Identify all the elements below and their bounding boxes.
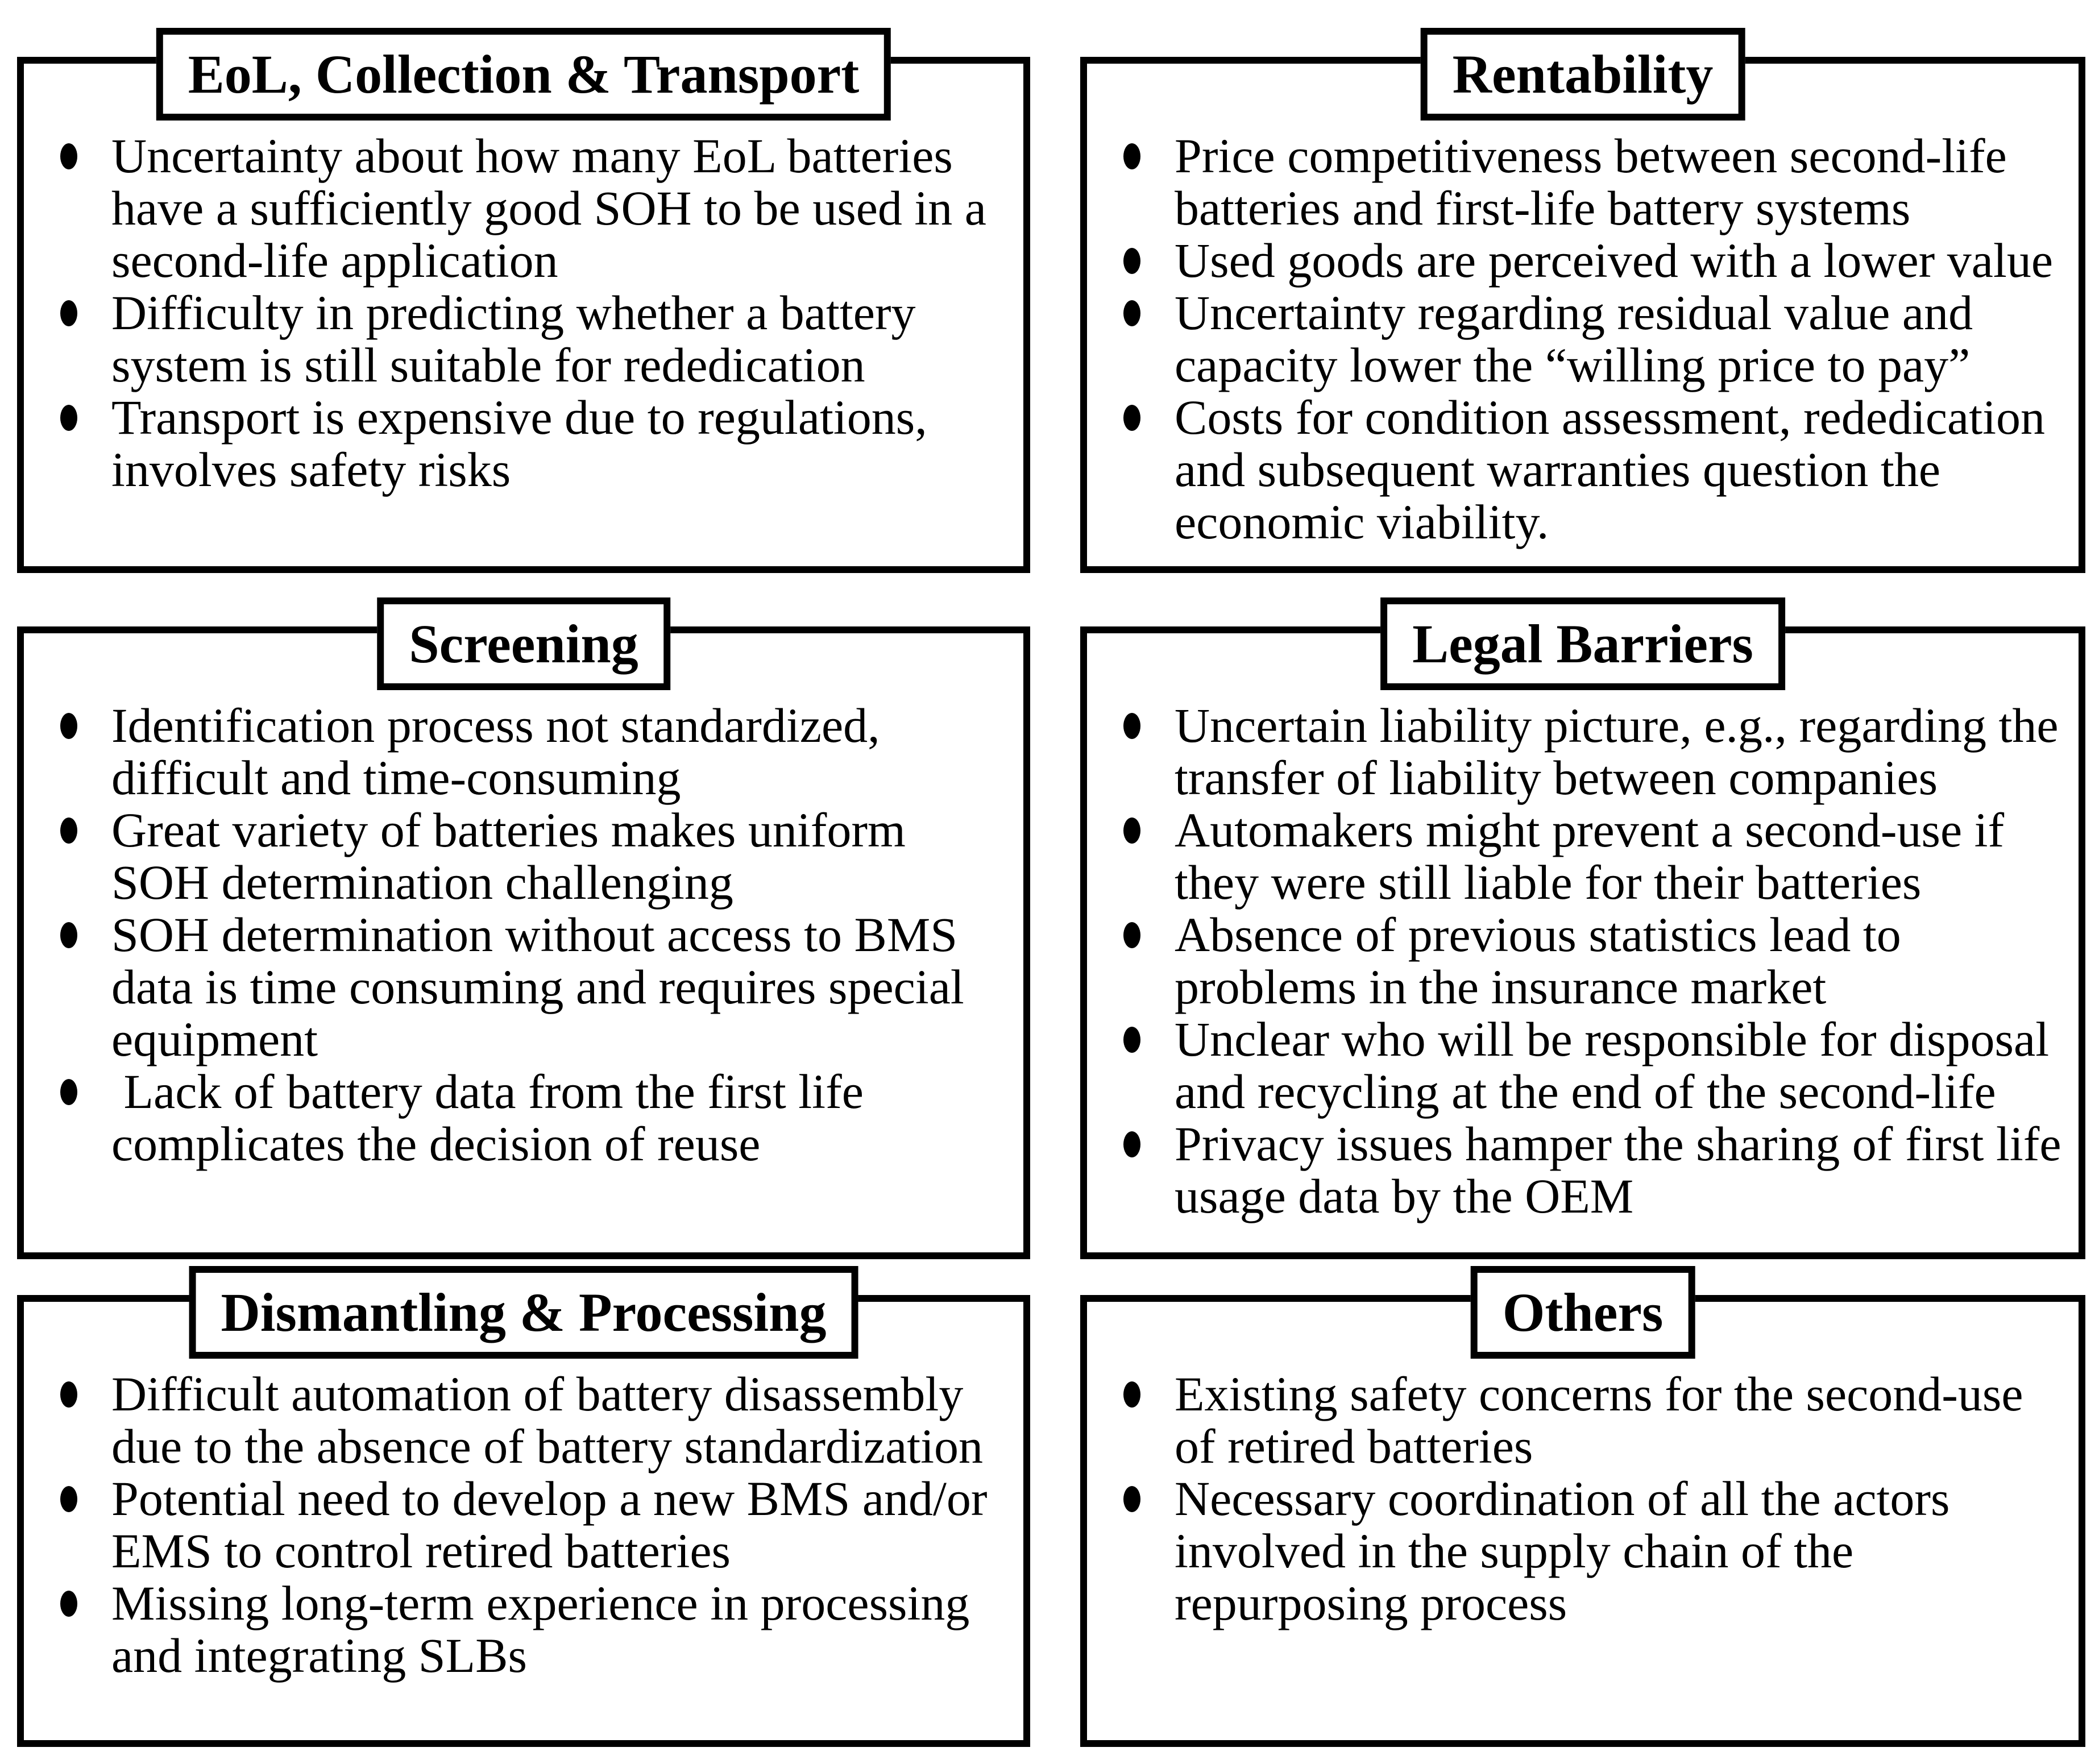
category-title-legal-barriers: Legal Barriers (1380, 597, 1785, 690)
grid-row (0, 1282, 2099, 1747)
bullet-item (1123, 804, 2061, 908)
bullet-list (24, 64, 1023, 496)
bullet-text: Great variety of batteries makes uniform SOH determination challenging (111, 803, 918, 910)
bullet-dot-icon (1123, 713, 1140, 739)
bullet-dot-icon (60, 922, 77, 948)
category-title-screening: Screening (377, 597, 670, 690)
category-box-rentability (1080, 44, 2085, 573)
bullet-text: Uncertainty about how many EoL batteries have a sufficiently good SOH to be used in a second-life application (111, 128, 999, 288)
grid-row (0, 44, 2099, 573)
bullet-text: Missing long-term experience in processing and integrating SLBs (111, 1576, 982, 1683)
bullet-item (60, 391, 1006, 496)
bullet-item (60, 908, 1006, 1065)
bullet-item (60, 699, 1006, 804)
bullet-item (60, 804, 1006, 908)
bullet-dot-icon (1123, 922, 1140, 948)
bullet-dot-icon (60, 713, 77, 739)
bullet-dot-icon (60, 1079, 77, 1105)
bullet-item (60, 1472, 1006, 1577)
bullet-dot-icon (1123, 300, 1140, 326)
bullet-text: Unclear who will be responsible for disposal and recycling at the end of the second-life (1175, 1012, 2061, 1119)
bullet-dot-icon (1123, 1027, 1140, 1053)
bullet-item (60, 1577, 1006, 1682)
bullet-dot-icon (60, 1381, 77, 1408)
bullet-text: Uncertainty regarding residual value and capacity lower the “willing price to pay” (1175, 285, 1985, 392)
category-box-dismantling-processing (17, 1282, 1030, 1747)
bullet-list (24, 633, 1023, 1170)
bullet-list (1087, 64, 2079, 548)
bullet-text: Difficult automation of battery disassembly due to the absence of battery standardization (111, 1367, 984, 1474)
bullet-text: Existing safety concerns for the second-use of retired batteries (1175, 1367, 2036, 1474)
bullet-item (1123, 1013, 2061, 1118)
bullet-dot-icon (60, 1486, 77, 1512)
bullet-text: Potential need to develop a new BMS and/or EMS to control retired batteries (111, 1471, 1000, 1578)
bullet-dot-icon (1123, 1381, 1140, 1408)
bullet-item (1123, 130, 2061, 234)
bullet-item (60, 287, 1006, 391)
bullet-dot-icon (60, 817, 77, 844)
bullet-text: Lack of battery data from the first life complicates the decision of reuse (111, 1064, 876, 1171)
bullet-item (60, 130, 1006, 287)
bullet-text: Privacy issues hamper the sharing of first life usage data by the OEM (1175, 1116, 2074, 1223)
bullet-dot-icon (1123, 1131, 1140, 1157)
grid-row (0, 613, 2099, 1259)
category-title-dismantling-processing: Dismantling & Processing (189, 1266, 858, 1359)
bullet-text: Price competitiveness between second-life batteries and first-life battery systems (1175, 128, 2019, 235)
bullet-dot-icon (1123, 405, 1140, 431)
bullet-item (60, 1368, 1006, 1472)
bullet-text: Necessary coordination of all the actors involved in the supply chain of the repurposing process (1175, 1471, 1963, 1630)
category-box-eol-collection-transport (17, 44, 1030, 573)
bullet-item (1123, 1472, 2061, 1629)
category-box-screening (17, 613, 1030, 1259)
bullet-text: SOH determination without access to BMS data is time consuming and requires special equipment (111, 907, 977, 1066)
bullet-item (1123, 698, 2071, 805)
bullet-text: Uncertain liability picture, e.g., regarding the transfer of liability between companies (1175, 698, 2071, 805)
bullet-item (1123, 287, 2061, 391)
bullet-dot-icon (1123, 143, 1140, 169)
bullet-dot-icon (60, 300, 77, 326)
bullet-dot-icon (1123, 817, 1140, 844)
bullet-item (1123, 234, 2061, 287)
category-title-rentability: Rentability (1421, 28, 1745, 121)
bullet-text: Identification process not standardized, difficult and time-consuming (111, 698, 893, 805)
category-title-eol-collection-transport: EoL, Collection & Transport (156, 28, 891, 121)
bullet-item (1123, 391, 2061, 548)
bullet-item (1123, 1368, 2061, 1472)
bullet-text: Automakers might prevent a second-use if they were still liable for their batteries (1175, 803, 2017, 910)
bullet-dot-icon (60, 143, 77, 169)
bullet-dot-icon (1123, 1486, 1140, 1512)
bullet-item (1123, 908, 2061, 1013)
bullet-item (60, 1065, 1006, 1170)
bullet-item (1123, 1116, 2074, 1223)
bullet-text: Costs for condition assessment, rededication and subsequent warranties question the economic viability. (1175, 390, 2057, 549)
bullet-dot-icon (1123, 248, 1140, 274)
bullet-list (24, 1302, 1023, 1682)
category-box-others (1080, 1282, 2085, 1747)
bullet-text: Used goods are perceived with a lower value (1175, 233, 2054, 288)
bullet-dot-icon (60, 405, 77, 431)
category-title-others: Others (1471, 1266, 1695, 1359)
bullet-text: Transport is expensive due to regulations, involves safety risks (111, 390, 940, 497)
category-box-legal-barriers (1080, 613, 2085, 1259)
bullet-dot-icon (60, 1591, 77, 1617)
bullet-text: Difficulty in predicting whether a battery system is still suitable for rededication (111, 285, 928, 392)
bullet-text: Absence of previous statistics lead to problems in the insurance market (1175, 907, 1914, 1014)
bullet-list (1087, 633, 2079, 1222)
